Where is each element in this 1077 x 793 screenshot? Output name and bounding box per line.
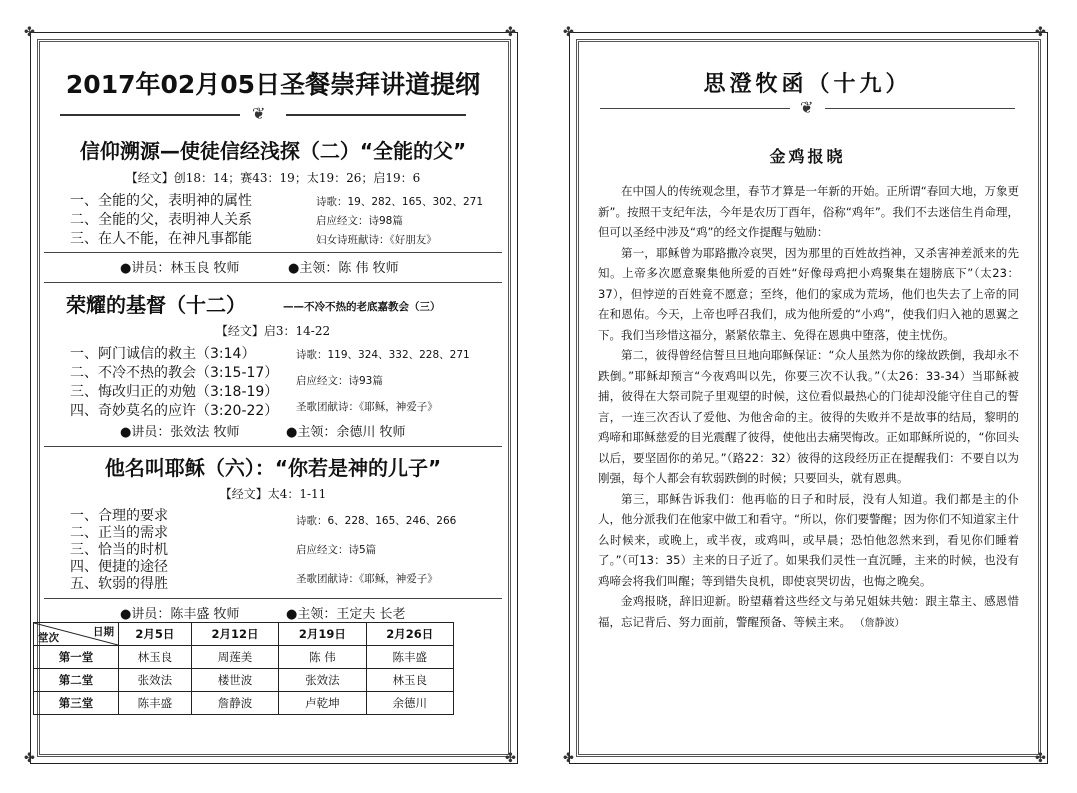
sermon-3-responsive-reading: 启应经文：诗5篇 (296, 544, 377, 556)
sermon-3-leader: ●主领：王定夫 长老 (286, 607, 406, 622)
section-divider (44, 282, 502, 283)
corner-ornament-icon: ✤ (505, 25, 516, 40)
letter-closing: 金鸡报晓，辞旧迎新。盼望藉着这些经文与弟兄姐妹共勉：跟主靠主、感恩惜福，忘记背后、努力面前，警醒预备、等候主来。 (598, 594, 1019, 629)
sermon-3-preacher: ●讲员：陈丰盛 牧师 (120, 607, 240, 622)
sermon-3-scripture: 【经文】太4：1-11 (219, 487, 327, 501)
sermon-2-hymns: 诗歌：119、324、332、228、271 (296, 349, 470, 361)
sermon-3-heading: 他名叫耶稣（六）：“你若是神的儿子” (104, 456, 442, 480)
table-date-header: 2月19日 (279, 623, 366, 646)
corner-ornament-icon: ✤ (24, 751, 35, 766)
table-cell: 余德川 (366, 692, 453, 715)
sermon-2-responsive-reading: 启应经文：诗93篇 (296, 375, 383, 387)
letter-paragraph: 在中国人的传统观念里，春节才算是一年新的开始。正所谓“春回大地，万象更新”。按照干支纪年法，今年是农历丁酉年，俗称“鸡年”。我们不去迷信生肖命理，但可以圣经中涉及“鸡”的经文作提醒与勉励： (598, 184, 1019, 239)
letter-body (598, 181, 1019, 634)
flourish-ornament-icon: ❦ (800, 98, 814, 117)
table-date-header: 2月12日 (191, 623, 278, 646)
table-cell: 张效法 (119, 669, 192, 692)
sermon-1-preacher: ●讲员：林玉良 牧师 (120, 261, 240, 276)
sermon-2-heading: 荣耀的基督（十二） (66, 293, 246, 317)
table-cell: 卢乾坤 (279, 692, 366, 715)
sermon-3-point: 五、软弱的得胜 (70, 576, 168, 592)
corner-ornament-icon: ✤ (1035, 25, 1046, 40)
table-cell: 詹静波 (191, 692, 278, 715)
table-cell: 周莲美 (191, 646, 278, 669)
sermon-3-point: 三、恰当的时机 (70, 542, 168, 558)
table-header-row (34, 623, 454, 646)
letter-paragraph: 第三，耶稣告诉我们：他再临的日子和时辰，没有人知道。我们都是主的仆人，他分派我们在他家中做工和看守。“所以，你们要警醒；因为你们不知道家主什么时候来，或晚上，或半夜，或鸡叫，或早晨；恐怕他忽然来到，看见你们睡着了。”（可13：35）主来的日子近了。如果我们灵性一直沉睡，主来的时候，也没有鸡啼会将我们叫醒；等到错失良机，即使哀哭切齿，也悔之晚矣。 (598, 491, 1019, 588)
table-row-label: 第一堂 (34, 646, 119, 669)
letter-paragraph: 第一，耶稣曾为耶路撒冷哀哭，因为那里的百姓故挡神，又杀害神差派来的先知。上帝多次愿意聚集他所爱的百姓“好像母鸡把小鸡聚集在翅膀底下”（太23：37），但悖逆的百姓竟不愿意；至终，他们的家成为荒场，他们也失去了上帝的同在和恩佑。今天，上帝也呼召我们，成为他所爱的“小鸡”，使我们归入祂的恩翼之下。我们当珍惜这福分，紧紧依靠主、免得在恩典中堕落，使主忧伤。 (598, 245, 1019, 342)
sermon-2-leader: ●主领：余德川 牧师 (286, 425, 406, 440)
table-date-header: 2月26日 (366, 623, 453, 646)
section-divider (44, 446, 502, 447)
table-date-header: 2月5日 (119, 623, 192, 646)
sermon-3-point: 一、合理的要求 (70, 508, 168, 524)
table-cell: 楼世波 (191, 669, 278, 692)
table-cell: 陈丰盛 (366, 646, 453, 669)
corner-ornament-icon: ✤ (1035, 751, 1046, 766)
sermon-3-hymns: 诗歌：6、228、165、246、266 (296, 515, 457, 527)
corner-date-label: 日期 (93, 626, 114, 638)
table-row-label: 第二堂 (34, 669, 119, 692)
sermon-1-heading: 信仰溯源—使徒信经浅探（二）“全能的父” (79, 139, 467, 163)
sermon-3-point: 二、正当的需求 (70, 525, 168, 541)
corner-ornament-icon: ✤ (563, 751, 574, 766)
title-divider-right (825, 108, 1015, 109)
title-divider-left (600, 108, 790, 109)
title-divider-right (286, 114, 466, 116)
sermon-2-subtitle: ——不冷不热的老底嘉教会（三） (283, 301, 441, 313)
sermon-2-point: 二、不冷不热的教会（3:15-17） (70, 365, 279, 381)
sermon-3-point: 四、便捷的途径 (70, 559, 168, 575)
sermon-1-point: 二、全能的父，表明神人关系 (70, 212, 252, 228)
table-cell: 张效法 (279, 669, 366, 692)
table-cell: 林玉良 (366, 669, 453, 692)
sermon-1-choir: 妇女诗班献诗：《好朋友》 (316, 234, 437, 246)
letter-paragraph: 第二，彼得曾经信誓旦旦地向耶稣保证：“众人虽然为你的缘故跌倒，我却永不跌倒。”耶稣却预言“今夜鸡叫以先，你要三次不认我。”（太26：33-34）当耶稣被捕，彼得在大祭司院子里观望的时候，这位看似最热心的门徒却没能守住自己的誓言，一连三次否认了爱他、为他舍命的主。彼得的失败并不是故事的结局，黎明的鸡啼和耶稣慈爱的目光震醒了彼得，使他出去痛哭悔改。正如耶稣所说的，“你回头以后，要坚固你的弟兄。”（路22：32）彼得的这段经历正在提醒我们：不要自以为刚强，每个人都会有软弱跌倒的时候；只要回头，就有恩典。 (598, 348, 1019, 485)
sermon-1-hymns: 诗歌：19、282、165、302、271 (316, 196, 484, 208)
letter-paragraph (598, 591, 1019, 634)
corner-ornament-icon: ✤ (24, 25, 35, 40)
section-divider (44, 598, 502, 599)
section-divider (44, 252, 502, 253)
sermon-2-point: 四、奇妙莫名的应许（3:20-22） (70, 403, 279, 419)
title-divider-left (60, 114, 240, 116)
sermon-1-point: 三、在人不能，在神凡事都能 (70, 231, 252, 247)
sermon-2-point: 一、阿门诚信的救主（3:14） (70, 346, 256, 362)
sermon-1-leader: ●主领：陈 伟 牧师 (288, 261, 399, 276)
corner-ornament-icon: ✤ (563, 25, 574, 40)
sermon-3-choir: 圣歌团献诗：《耶稣，神爱子》 (296, 573, 438, 585)
corner-session-label: 堂次 (38, 632, 59, 644)
table-cell: 陈丰盛 (119, 692, 192, 715)
preaching-schedule-table (33, 622, 454, 715)
corner-ornament-icon: ✤ (505, 751, 516, 766)
table-row (34, 646, 454, 669)
table-cell: 陈 伟 (279, 646, 366, 669)
sermon-1-responsive-reading: 启应经文：诗98篇 (316, 215, 403, 227)
bulletin-title: 2017年02月05日圣餐崇拜讲道提纲 (65, 70, 481, 99)
sermon-2-choir: 圣歌团献诗：《耶稣，神爱子》 (296, 401, 438, 413)
flourish-ornament-icon: ❦ (252, 104, 266, 123)
sermon-1-scripture: 【经文】创18：14；赛43：19；太19：26；启19：6 (125, 171, 421, 185)
table-row (34, 669, 454, 692)
letter-signature: （詹静波） (854, 617, 905, 629)
sermon-2-scripture: 【经文】启3：14-22 (215, 324, 331, 338)
table-corner-cell (34, 623, 119, 646)
table-row (34, 692, 454, 715)
sermon-1-point: 一、全能的父，表明神的属性 (70, 193, 252, 209)
pastoral-letter-title: 思澄牧函（十九） (703, 71, 912, 97)
table-cell: 林玉良 (119, 646, 192, 669)
sermon-2-point: 三、悔改归正的劝勉（3:18-19） (70, 384, 279, 400)
letter-subtitle: 金鸡报晓 (769, 147, 846, 166)
table-row-label: 第三堂 (34, 692, 119, 715)
sermon-2-preacher: ●讲员：张效法 牧师 (120, 425, 240, 440)
